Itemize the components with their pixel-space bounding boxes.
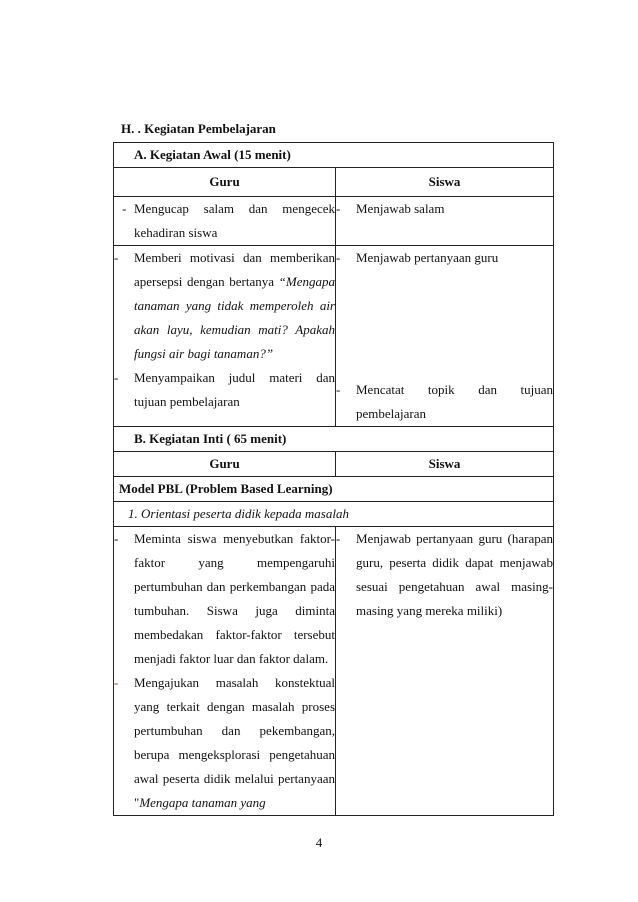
bullet-dash: - [336, 201, 341, 216]
item-text: Menyampaikan judul materi dan tujuan pembelajaran [134, 370, 335, 409]
section-a-header-row [114, 168, 554, 197]
list-item [336, 197, 553, 221]
bullet-dash: - [114, 675, 119, 690]
item-text: Memberi motivasi dan memberikan apersepsi dengan bertanya [134, 250, 335, 289]
list-item [336, 527, 553, 623]
section-b-title-row [114, 427, 554, 452]
col-header-siswa: Siswa [336, 168, 554, 197]
guru-cell [114, 246, 336, 427]
list-item [114, 197, 335, 245]
spacer [336, 270, 553, 378]
item-question: Mengapa tanaman yang [139, 795, 266, 810]
guru-cell [114, 527, 336, 816]
section-heading: H. . Kegiatan Pembelajaran [121, 121, 276, 136]
item-text: Mengucap salam dan mengecek kehadiran siswa [134, 201, 335, 240]
col-header-guru: Guru [114, 168, 336, 197]
item-text: Menjawab pertanyaan guru (harapan guru, peserta didik dapat menjawab sesuai pengetahuan awal masing-masing yang mereka miliki) [356, 531, 554, 618]
page-number: 4 [315, 835, 323, 850]
item-question: “Mengapa tanaman yang tidak memperoleh air akan layu, kemudian mati? Apakah fungsi air bagi tanaman?” [134, 274, 335, 361]
section-a-title: A. Kegiatan Awal (15 menit) [114, 143, 554, 168]
list-item [336, 246, 553, 270]
item-text: Menjawab salam [356, 201, 445, 216]
bullet-dash: - [122, 201, 127, 216]
bullet-dash: - [114, 531, 119, 546]
item-text: Meminta siswa menyebutkan faktor-faktor yang mempengaruhi pertumbuhan dan perkembangan pada tumbuhan. Siswa juga diminta membedakan faktor-faktor tersebut menjadi faktor luar dan faktor dalam. [134, 531, 335, 666]
model-title: Model PBL (Problem Based Learning) [114, 477, 554, 502]
list-item [114, 366, 335, 414]
siswa-cell [336, 527, 554, 816]
bullet-dash: - [114, 370, 119, 385]
list-item [114, 671, 335, 815]
table-row [114, 246, 554, 427]
list-item [336, 378, 553, 426]
lesson-table [113, 142, 554, 816]
bullet-dash: - [114, 250, 119, 265]
siswa-cell [336, 197, 554, 246]
list-item [114, 527, 335, 671]
step-row [114, 502, 554, 527]
bullet-dash: - [336, 250, 341, 265]
siswa-cell [336, 246, 554, 427]
item-text: Mencatat topik dan tujuan pembelajaran [356, 382, 554, 421]
section-b-title: B. Kegiatan Inti ( 65 menit) [114, 427, 554, 452]
section-a-title-row [114, 143, 554, 168]
bullet-dash: - [336, 531, 341, 546]
col-header-siswa: Siswa [336, 452, 554, 477]
step-title: 1. Orientasi peserta didik kepada masalah [114, 502, 554, 527]
section-b-header-row [114, 452, 554, 477]
guru-cell [114, 197, 336, 246]
col-header-guru: Guru [114, 452, 336, 477]
table-row [114, 197, 554, 246]
item-text: Menjawab pertanyaan guru [356, 250, 499, 265]
list-item [114, 246, 335, 366]
bullet-dash: - [336, 382, 341, 397]
table-row [114, 527, 554, 816]
item-text: Mengajukan masalah konstektual yang terkait dengan masalah proses pertumbuhan dan pekembangan, berupa mengeksplorasi pengetahuan awal peserta didik melalui pertanyaan " [134, 675, 335, 810]
model-row [114, 477, 554, 502]
